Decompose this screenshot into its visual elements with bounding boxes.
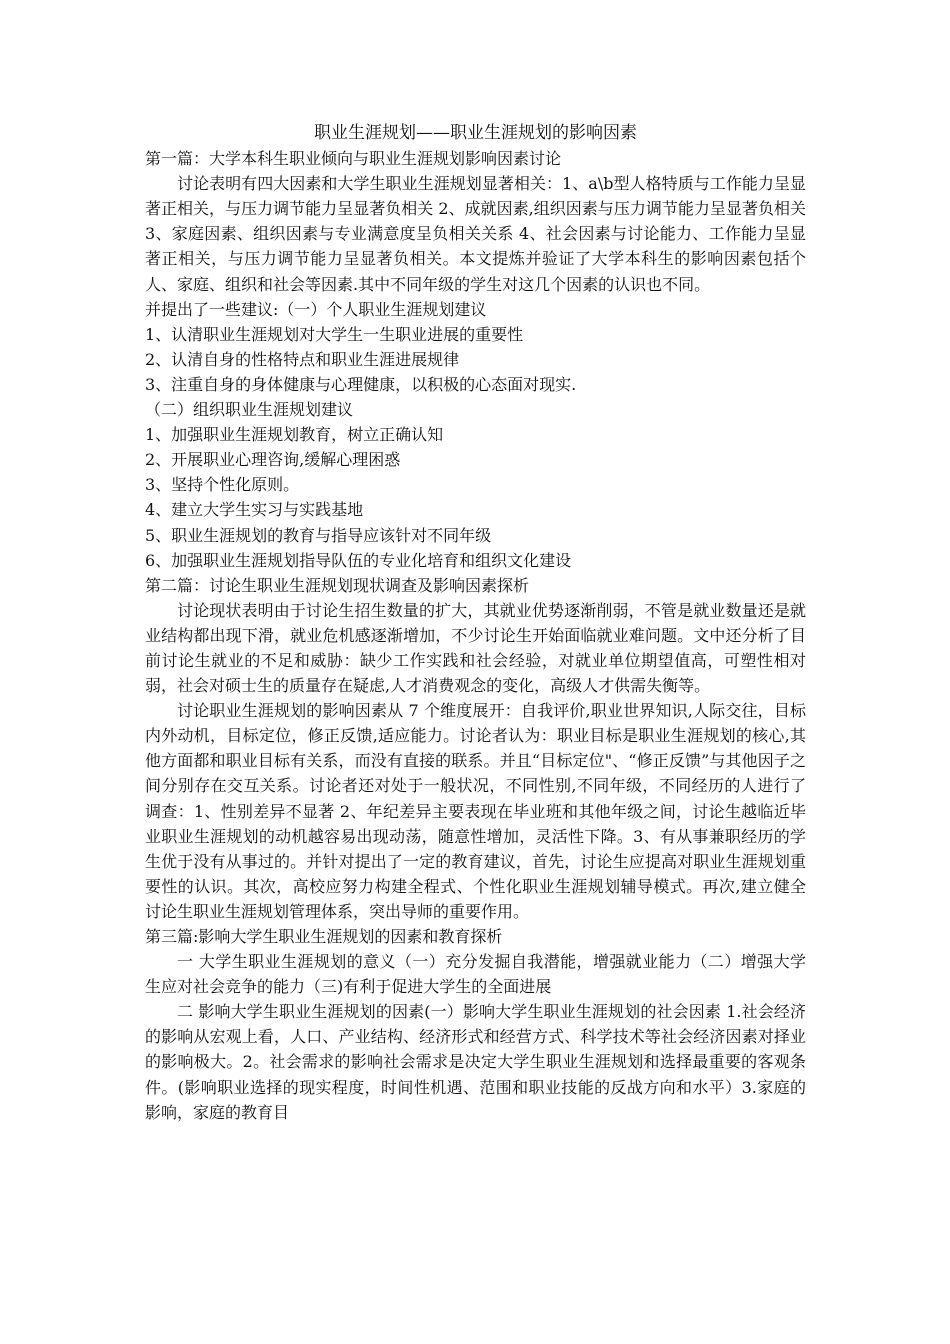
personal-suggestion-item: 3、注重自身的身体健康与心理健康，以积极的心态面对现实. <box>145 374 577 394</box>
section3-paragraph: 二 影响大学生职业生涯规划的因素(一）影响大学生职业生涯规划的社会因素 1.社会经济的影响从宏观上看，人口、产业结构、经济形式和经营方式、科学技术等社会经济因素对择业的影响极大。2。社会需求的影响社会需求是决定大学生职业生涯规划和选择最重要的客观条件。(影响职业选择的现实程度，时间性机遇、范围和职业技能的反战方向和水平）3.家庭的影响，家庭的教育目 <box>145 1002 806 1122</box>
org-suggestion-item: 1、加强职业生涯规划教育，树立正确认知 <box>145 425 444 445</box>
org-suggestion-item: 6、加强职业生涯规划指导队伍的专业化培育和组织文化建设 <box>145 550 572 570</box>
section1-heading: 第一篇：大学本科生职业倾向与职业生涯规划影响因素讨论 <box>145 149 562 169</box>
section2-paragraph: 讨论职业生涯规划的影响因素从 7 个维度展开：自我评价,职业世界知识,人际交往，目标内外动机，目标定位，修正反馈,适应能力。讨论者认为：职业目标是职业生涯规划的核心,其他方面都和职业目标有关系，而没有直接的联系。并且“目标定位"、“修正反馈”与其他因子之间分别存在交互关系。讨论者还对处于一般状况，不同性别,不同年级，不同经历的人进行了调查：1、性别差异不显著 2、年纪差异主要表现在毕业班和其他年级之间，讨论生越临近毕业职业生涯规划的动机越容易出现动荡，随意性增加，灵活性下降。3、有从事兼职经历的学生优于没有从事过的。并针对提出了一定的教育建议，首先，讨论生应提高对职业生涯规划重要性的认识。其次，高校应努力构建全程式、个性化职业生涯规划辅导模式。再次,建立健全讨论生职业生涯规划管理体系，突出导师的重要作用。 <box>145 701 806 921</box>
section2-paragraph: 讨论现状表明由于讨论生招生数量的扩大，其就业优势逐渐削弱，不管是就业数量还是就业结构都出现下滑，就业危机感逐渐增加，不少讨论生开始面临就业难问题。文中还分析了目前讨论生就业的不足和威胁：缺少工作实践和社会经验，对就业单位期望值高，可塑性相对弱，社会对硕士生的质量存在疑虑,人才消费观念的变化，高级人才供需失衡等。 <box>145 600 806 696</box>
suggestions-intro: 并提出了一些建议:（一）个人职业生涯规划建议 <box>145 299 487 319</box>
personal-suggestion-item: 1、认清职业生涯规划对大学生一生职业进展的重要性 <box>145 324 524 344</box>
org-suggestion-item: 5、职业生涯规划的教育与指导应该针对不同年级 <box>145 525 492 545</box>
section3-heading: 第三篇:影响大学生职业生涯规划的因素和教育探析 <box>145 927 503 946</box>
section1-paragraph: 讨论表明有四大因素和大学生职业生涯规划显著相关：1、a\b型人格特质与工作能力呈显著正相关，与压力调节能力呈显著负相关 2、成就因素,组织因素与压力调节能力呈显著负相关 3、家庭因素、组织因素与专业满意度呈负相关关系 4、社会因素与讨论能力、工作能力呈显著正相关，与压力调节能力呈显著负相关。本文提炼并验证了大学本科生的影响因素包括个人、家庭、组织和社会等因素.其中不同年级的学生对这几个因素的认识也不同。 <box>145 174 806 294</box>
org-suggestion-item: 2、开展职业心理咨询,缓解心理困惑 <box>145 450 401 470</box>
personal-suggestion-item: 2、认清自身的性格特点和职业生涯进展规律 <box>145 349 460 369</box>
section2-heading: 第二篇：讨论生职业生涯规划现状调查及影响因素探析 <box>145 575 530 595</box>
section3-paragraph: 一 大学生职业生涯规划的意义（一）充分发掘自我潜能，增强就业能力（二）增强大学生应对社会竞争的能力（三)有利于促进大学生的全面进展 <box>145 952 806 997</box>
org-suggestions-heading: （二）组织职业生涯规划建议 <box>145 400 354 420</box>
document-body <box>145 121 806 1125</box>
org-suggestion-item: 3、坚持个性化原则。 <box>145 475 300 495</box>
org-suggestion-item: 4、建立大学生实习与实践基地 <box>145 500 364 520</box>
document-title: 职业生涯规划——职业生涯规划的影响因素 <box>314 123 637 143</box>
